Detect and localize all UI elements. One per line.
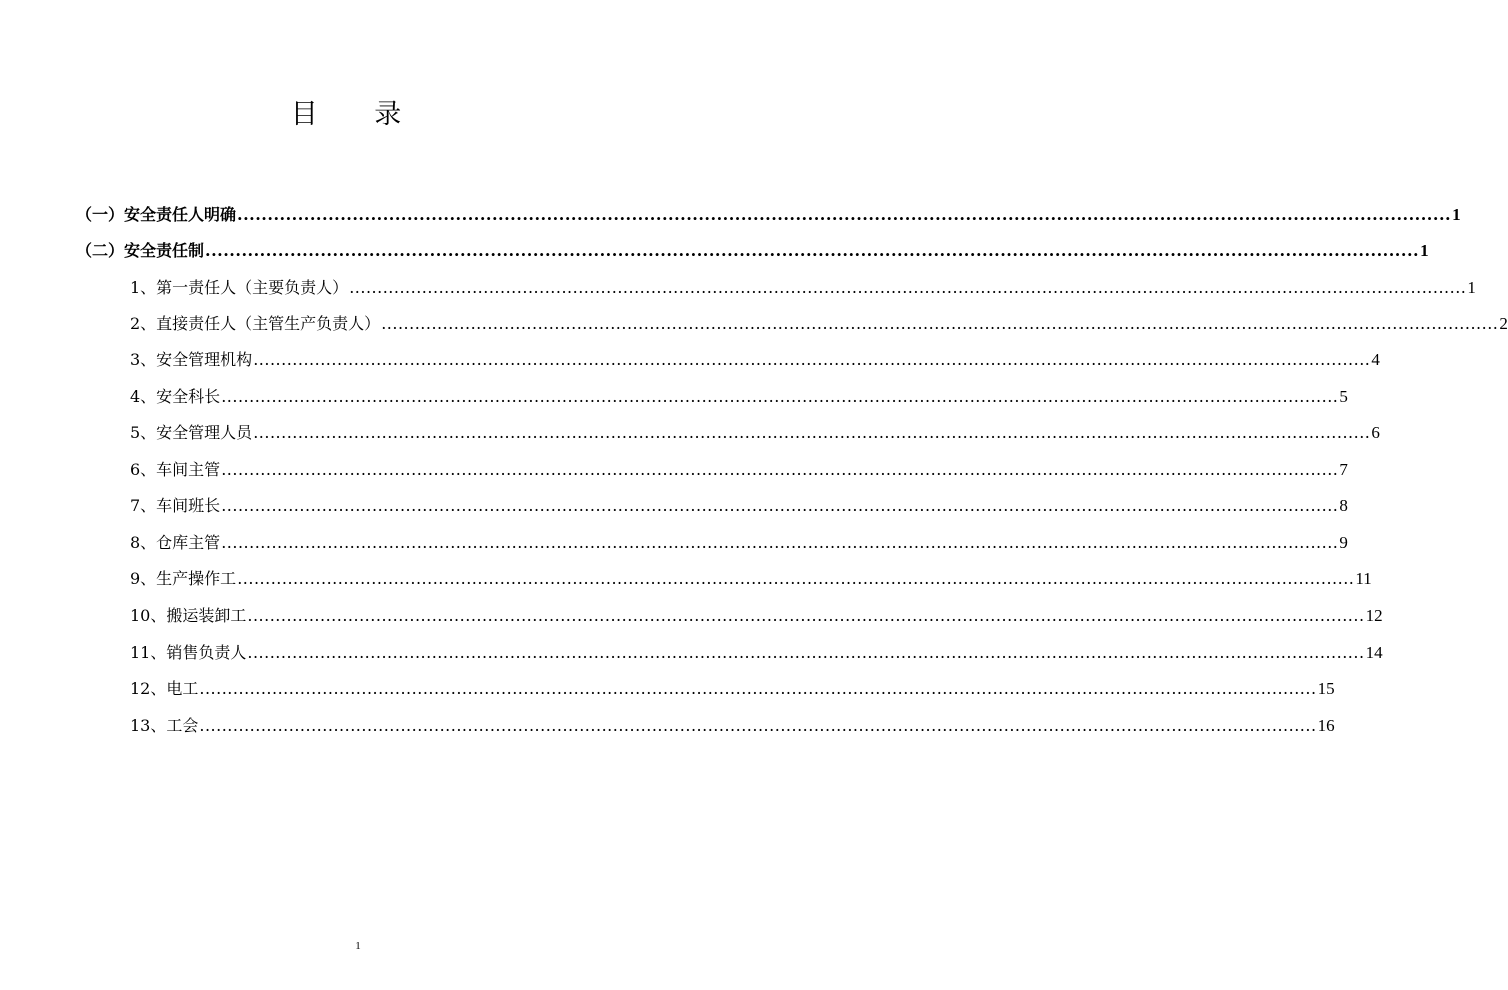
toc-entry[interactable]: [130, 714, 1335, 738]
dot-leader: ........................................................................................................................................................................................................: [237, 205, 1452, 224]
toc-entry[interactable]: [130, 604, 1383, 628]
toc-entry-label: （二）安全责任制: [76, 241, 205, 260]
toc-entry[interactable]: [130, 494, 1348, 518]
toc-entry-page: 5: [1339, 387, 1348, 406]
toc-entry-page: 16: [1317, 716, 1335, 735]
dot-leader: ........................................................................................................................................................................................................: [221, 496, 1339, 515]
dot-leader: ........................................................................................................................................................................................................: [381, 314, 1499, 333]
toc-entry-label: 2、直接责任人（主管生产负责人）: [130, 314, 381, 333]
toc-entry[interactable]: [130, 567, 1372, 591]
toc-entry-label: 7、车间班长: [130, 496, 221, 515]
dot-leader: ........................................................................................................................................................................................................: [221, 460, 1339, 479]
toc-entry-section-1[interactable]: [76, 203, 1461, 227]
toc-entry-page: 1: [1467, 278, 1476, 297]
toc-entry-label: 12、电工: [130, 679, 199, 698]
toc-entry[interactable]: [130, 677, 1335, 701]
dot-leader: ........................................................................................................................................................................................................: [349, 278, 1467, 297]
toc-entry-page: 9: [1339, 533, 1348, 552]
dot-leader: ........................................................................................................................................................................................................: [247, 606, 1365, 625]
toc-entry-page: 12: [1365, 606, 1383, 625]
dot-leader: ........................................................................................................................................................................................................: [221, 533, 1339, 552]
toc-entry-label: 1、第一责任人（主要负责人）: [130, 278, 349, 297]
dot-leader: ........................................................................................................................................................................................................: [253, 350, 1371, 369]
dot-leader: ........................................................................................................................................................................................................: [205, 241, 1420, 260]
toc-entry-page: 7: [1339, 460, 1348, 479]
toc-entry-label: 10、搬运装卸工: [130, 606, 247, 625]
dot-leader: ........................................................................................................................................................................................................: [221, 387, 1339, 406]
toc-entry-page: 6: [1371, 423, 1380, 442]
toc-entry[interactable]: [130, 421, 1380, 445]
toc-entry[interactable]: [130, 348, 1380, 372]
toc-entry-label: 5、安全管理人员: [130, 423, 253, 442]
toc-entry-page: 1: [1420, 241, 1429, 260]
dot-leader: ........................................................................................................................................................................................................: [247, 643, 1365, 662]
page-number: 1: [355, 940, 361, 952]
toc-entry[interactable]: [130, 385, 1348, 409]
toc-entry-page: 15: [1317, 679, 1335, 698]
toc-entry[interactable]: [130, 458, 1348, 482]
toc-entry-label: 3、安全管理机构: [130, 350, 253, 369]
toc-entry-label: 11、销售负责人: [130, 643, 247, 662]
toc-entry-label: 13、工会: [130, 716, 199, 735]
toc-entry-label: （一）安全责任人明确: [76, 205, 237, 224]
toc-entry-page: 11: [1355, 569, 1372, 588]
toc-entry-page: 8: [1339, 496, 1348, 515]
toc-entry-page: 2: [1499, 314, 1508, 333]
toc-entry-label: 6、车间主管: [130, 460, 221, 479]
dot-leader: ........................................................................................................................................................................................................: [199, 716, 1317, 735]
toc-entry[interactable]: [130, 531, 1348, 555]
toc-entry-section-2[interactable]: [76, 239, 1429, 263]
toc-entry-label: 8、仓库主管: [130, 533, 221, 552]
dot-leader: ........................................................................................................................................................................................................: [199, 679, 1317, 698]
toc-entry[interactable]: [130, 276, 1476, 300]
dot-leader: ........................................................................................................................................................................................................: [237, 569, 1355, 588]
toc-entry-page: 4: [1371, 350, 1380, 369]
toc-entry[interactable]: [130, 312, 1508, 336]
toc-entry[interactable]: [130, 641, 1383, 665]
toc-entry-label: 9、生产操作工: [130, 569, 237, 588]
toc-entry-page: 14: [1365, 643, 1383, 662]
dot-leader: ........................................................................................................................................................................................................: [253, 423, 1371, 442]
toc-title: 目 录: [290, 99, 426, 130]
toc-entry-label: 4、安全科长: [130, 387, 221, 406]
toc-entry-page: 1: [1452, 205, 1461, 224]
